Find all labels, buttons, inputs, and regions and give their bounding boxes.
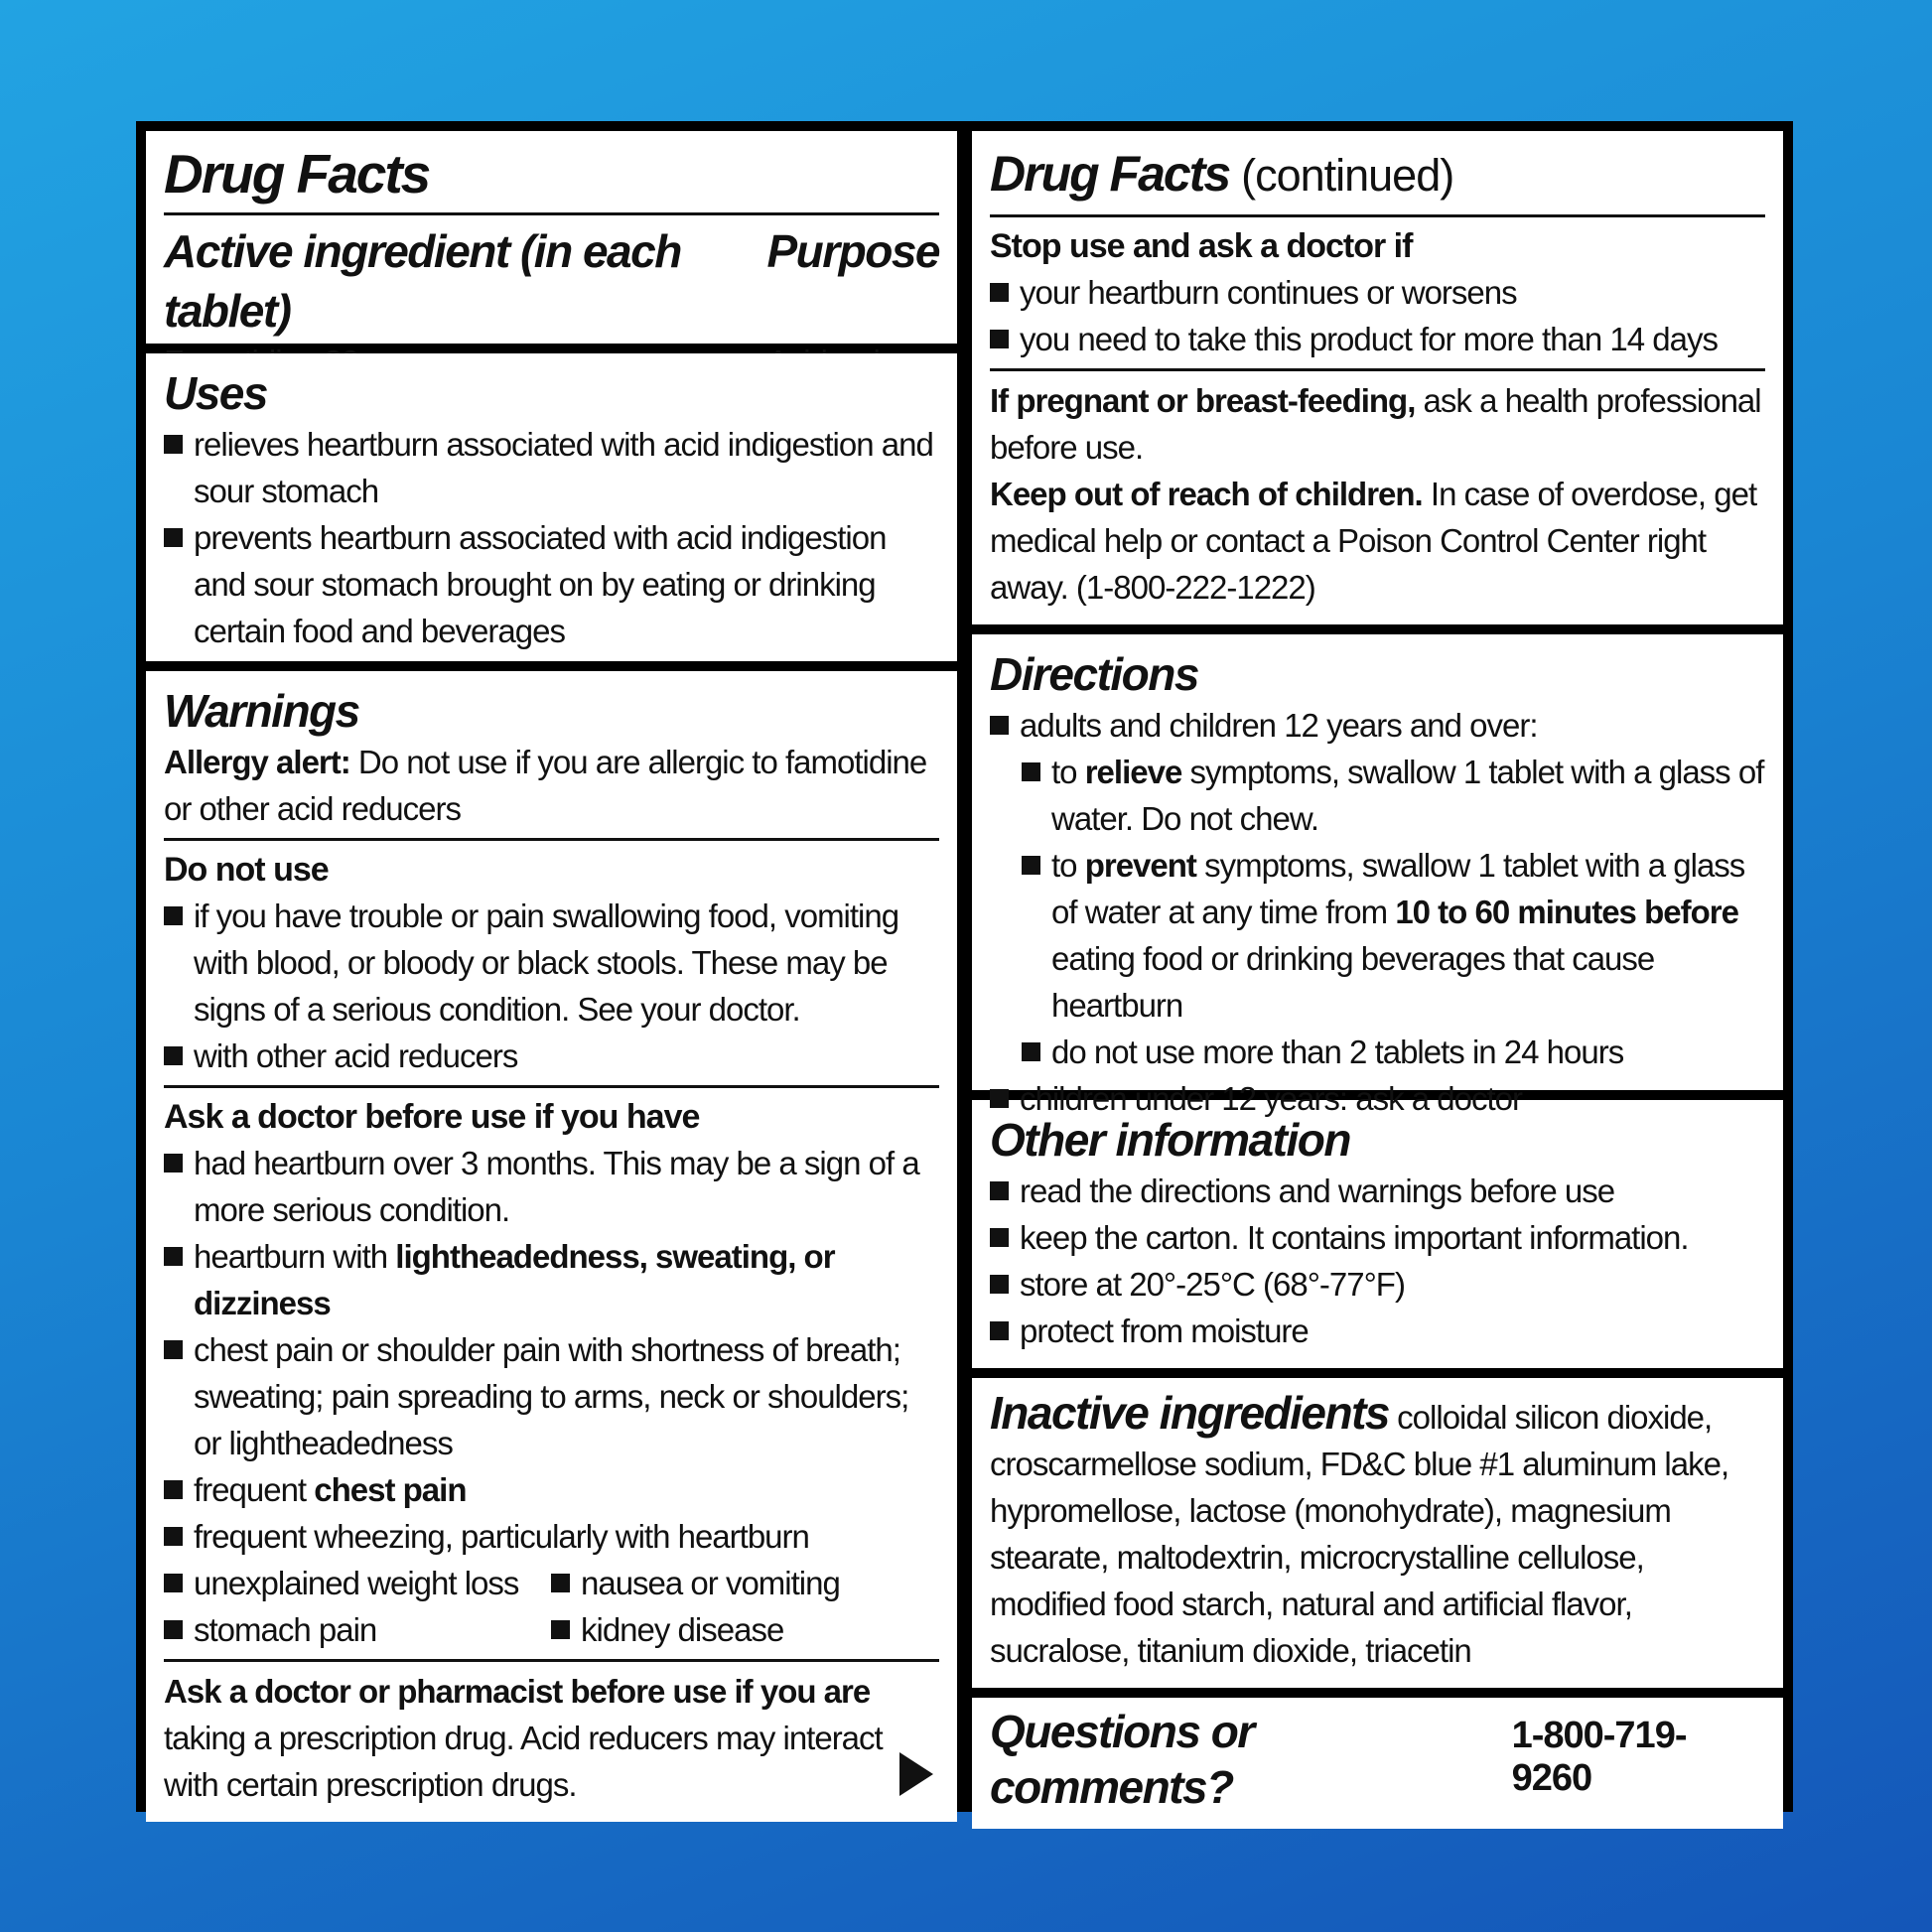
children-warning	[990, 471, 1765, 611]
item-bold-text: chest pain	[314, 1471, 467, 1508]
list-item	[164, 1466, 939, 1513]
list-item: nausea or vomiting	[551, 1560, 840, 1606]
other-information-title: Other information	[990, 1114, 1350, 1166]
continue-arrow-icon	[899, 1752, 933, 1796]
list-item: protect from moisture	[990, 1308, 1765, 1354]
questions-panel	[972, 1698, 1783, 1829]
inactive-ingredients-title: Inactive ingredients	[990, 1387, 1390, 1439]
list-item: store at 20°-25°C (68°-77°F)	[990, 1261, 1765, 1308]
list-item: children under 12 years: ask a doctor	[990, 1075, 1765, 1122]
directions-title: Directions	[990, 648, 1198, 700]
purpose-header: Purpose	[766, 225, 939, 277]
item-text: heartburn with	[194, 1238, 396, 1275]
stop-use-title: Stop use and ask a doctor if	[990, 227, 1413, 265]
pharmacist-warning-bold: Ask a doctor or pharmacist before use if you are	[164, 1673, 871, 1710]
list-item: prevents heartburn associated with acid indigestion and sour stomach brought on by eating or drinking certain food and beverages	[164, 514, 939, 654]
allergy-alert-label: Allergy alert:	[164, 744, 350, 780]
item-text: to	[1051, 847, 1085, 884]
inactive-ingredients	[990, 1387, 1765, 1674]
warnings-panel	[146, 671, 957, 1822]
other-information-panel	[972, 1100, 1783, 1368]
active-ingredient-panel	[146, 131, 957, 344]
directions-panel	[972, 634, 1783, 1117]
do-not-use-list	[164, 893, 939, 1079]
uses-panel	[146, 353, 957, 661]
warnings-title: Warnings	[164, 685, 359, 737]
list-item: relieves heartburn associated with acid indigestion and sour stomach	[164, 421, 939, 514]
list-item: frequent wheezing, particularly with heartburn	[164, 1513, 939, 1560]
list-item: do not use more than 2 tablets in 24 hours	[1022, 1029, 1765, 1075]
list-item: kidney disease	[551, 1606, 783, 1653]
list-item: keep the carton. It contains important information.	[990, 1214, 1765, 1261]
item-bold-text: lightheadedness, sweating, or dizziness	[194, 1238, 835, 1321]
drug-facts-continued-title	[990, 141, 1765, 208]
list-item: unexplained weight loss	[164, 1560, 551, 1606]
pharmacist-warning	[164, 1668, 939, 1808]
list-item: read the directions and warnings before use	[990, 1168, 1765, 1214]
list-item: if you have trouble or pain swallowing food, vomiting with blood, or bloody or black stools. These may be signs of a serious condition. See your doctor.	[164, 893, 939, 1033]
questions-title: Questions or comments?	[990, 1706, 1254, 1813]
item-text: symptoms, swallow 1 tablet with a glass of water at any time from	[1051, 847, 1745, 930]
pregnancy-warning-bold: If pregnant or breast-feeding,	[990, 382, 1416, 419]
uses-title: Uses	[164, 367, 267, 419]
list-item: stomach pain	[164, 1606, 551, 1653]
item-text: frequent	[194, 1471, 315, 1508]
do-not-use-title: Do not use	[164, 851, 329, 889]
list-item	[1022, 842, 1765, 1029]
list-item: your heartburn continues or worsens	[990, 269, 1765, 316]
right-column	[972, 131, 1783, 1813]
continued-label: (continued)	[1241, 150, 1454, 201]
inactive-ingredients-panel	[972, 1378, 1783, 1688]
item-text: eating food or drinking beverages that cause heartburn	[1051, 940, 1655, 1024]
pregnancy-warning	[990, 377, 1765, 471]
list-item: adults and children 12 years and over:	[990, 702, 1765, 749]
questions-phone: 1-800-719-9260	[1511, 1715, 1687, 1799]
list-item: chest pain or shoulder pain with shortness of breath; sweating; pain spreading to arms, neck or shoulders; or lightheadedness	[164, 1326, 939, 1466]
children-warning-text: In case of overdose, get medical help or contact a Poison Control Center right away. (1-800-222-1222)	[990, 476, 1757, 606]
drug-facts-title: Drug Facts	[164, 143, 430, 205]
drug-facts-title-right: Drug Facts	[990, 146, 1230, 202]
allergy-alert	[164, 739, 939, 832]
pharmacist-warning-text: taking a prescription drug. Acid reducers may interact with certain prescription drugs.	[164, 1720, 883, 1803]
ask-doctor-title: Ask a doctor before use if you have	[164, 1098, 700, 1136]
list-item: you need to take this product for more than 14 days	[990, 316, 1765, 362]
active-ingredient-header-row	[164, 221, 939, 341]
questions-line	[990, 1704, 1765, 1815]
two-column-row	[164, 1560, 939, 1606]
directions-list	[990, 702, 1765, 1122]
other-information-list	[990, 1168, 1765, 1354]
item-bold-text: 10 to 60 minutes before	[1395, 894, 1738, 930]
children-warning-bold: Keep out of reach of children.	[990, 476, 1423, 512]
list-item	[1022, 749, 1765, 842]
active-ingredient-header: Active ingredient (in each tablet)	[164, 225, 681, 337]
allergy-alert-text: Do not use if you are allergic to famotidine or other acid reducers	[164, 744, 927, 827]
list-item: with other acid reducers	[164, 1033, 939, 1079]
list-item: had heartburn over 3 months. This may be a sign of a more serious condition.	[164, 1140, 939, 1233]
inactive-ingredients-text: colloidal silicon dioxide, croscarmellose sodium, FD&C blue #1 aluminum lake, hypromellose, lactose (monohydrate), magnesium stearate, maltodextrin, microcrystalline cellulose, modified food starch, natural and artificial flavor, sucralose, titanium dioxide, triacetin	[990, 1399, 1729, 1669]
item-text: to	[1051, 754, 1085, 790]
stop-use-list	[990, 269, 1765, 362]
item-bold-text: relieve	[1084, 754, 1182, 790]
uses-list	[164, 421, 939, 654]
stop-use-panel	[972, 131, 1783, 624]
pregnancy-warning-text: ask a health professional before use.	[990, 382, 1761, 466]
two-column-row	[164, 1606, 939, 1653]
drug-facts-label	[136, 121, 1793, 1812]
item-text: symptoms, swallow 1 tablet with a glass of water. Do not chew.	[1051, 754, 1764, 837]
item-bold-text: prevent	[1084, 847, 1196, 884]
ask-doctor-list	[164, 1140, 939, 1653]
list-item	[164, 1233, 939, 1326]
left-column	[146, 131, 957, 1802]
